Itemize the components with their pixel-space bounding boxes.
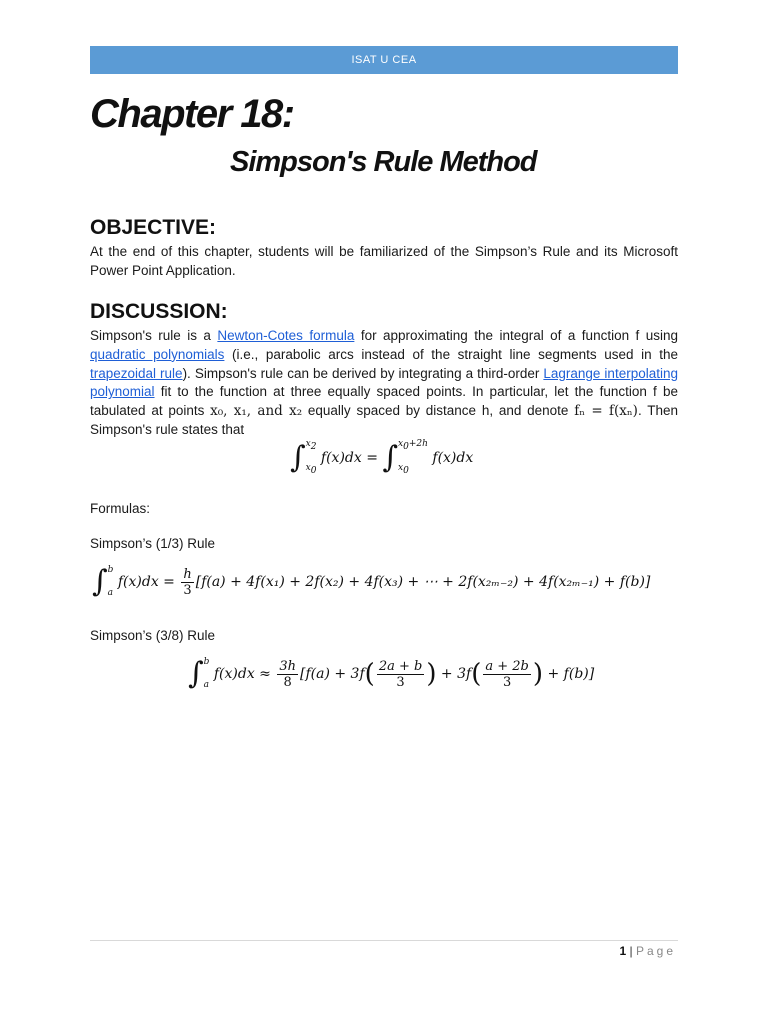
simpson-38-formula: ∫ b a f(x)dx ≈ $\frac{3h}{8}$ [f(a) + 3f( $\frac{2a + b}{3}$ ) + 3f( $\frac{a + 2b}{3}$ ) + f(b)] bbox=[188, 656, 595, 691]
page-word: Page bbox=[635, 944, 676, 958]
objective-heading: OBJECTIVE: bbox=[90, 216, 217, 239]
discussion-text-2: for approximating the integral of a function f using bbox=[354, 328, 678, 343]
chapter-title: Chapter 18: bbox=[90, 92, 294, 136]
page-header-bar bbox=[90, 46, 678, 74]
formulas-label: Formulas: bbox=[90, 501, 151, 516]
denote-math: fₙ = f(xₙ) bbox=[574, 403, 638, 420]
simpson-13-formula: ∫ b a f(x)dx = $\frac{h}{3}$ [f(a) + 4f(x₁) + 2f(x₂) + 4f(x₃) + ⋯ + 2f(x₂ₘ₋₂) + 4f(x₂ₘ₋₁) + f(b)] bbox=[92, 564, 651, 599]
lagrange-polynomial-link[interactable]: Lagrange interpolating polynomial bbox=[90, 365, 678, 400]
newton-cotes-link[interactable]: Newton-Cotes formula bbox=[217, 328, 355, 343]
rule-13-body: [f(a) + 4f(x₁) + 2f(x₂) + 4f(x₃) + ⋯ + 2f(x₂ₘ₋₂) + 4f(x₂ₘ₋₁) + f(b)] bbox=[195, 574, 651, 590]
discussion-heading: DISCUSSION: bbox=[90, 300, 228, 323]
discussion-text-5: fit to the function at three equally spaced points. In particular, let the function f be tabulated at points bbox=[90, 384, 678, 419]
footer-separator: | bbox=[626, 944, 636, 958]
trapezoidal-rule-link[interactable]: trapezoidal rule bbox=[90, 365, 183, 381]
page-number: 1 bbox=[619, 944, 627, 958]
rule-13-label: Simpson’s (1/3) Rule bbox=[90, 536, 216, 551]
chapter-subtitle: Simpson's Rule Method bbox=[230, 146, 537, 178]
discussion-text bbox=[90, 327, 678, 440]
page-footer bbox=[619, 944, 676, 958]
points-math: x₀, x₁, and x₂ bbox=[210, 403, 303, 420]
rule-38-label: Simpson’s (3/8) Rule bbox=[90, 628, 216, 643]
discussion-text-7: . Then Simpson's rule states that bbox=[90, 403, 678, 437]
discussion-text-3: (i.e., parabolic arcs instead of the straight line segments used in the bbox=[224, 346, 678, 362]
simpson-integral-equation: ∫ $x_2$ $x_0$ f(x)dx = ∫ $x_0+2h$ $x_0$ f(x)dx bbox=[290, 439, 474, 476]
discussion-text-1: Simpson's rule is a bbox=[90, 328, 218, 343]
footer-divider bbox=[90, 940, 678, 941]
header-label: ISAT U CEA bbox=[351, 54, 417, 66]
objective-text: At the end of this chapter, students will be familiarized of the Simpson’s Rule and its Microsoft Power Point Application. bbox=[90, 244, 678, 278]
discussion-text-4: ). Simpson's rule can be derived by integrating a third-order bbox=[182, 365, 544, 381]
discussion-text-6: equally spaced by distance h, and denote bbox=[302, 403, 575, 419]
quadratic-polynomials-link[interactable]: quadratic polynomials bbox=[90, 346, 225, 362]
